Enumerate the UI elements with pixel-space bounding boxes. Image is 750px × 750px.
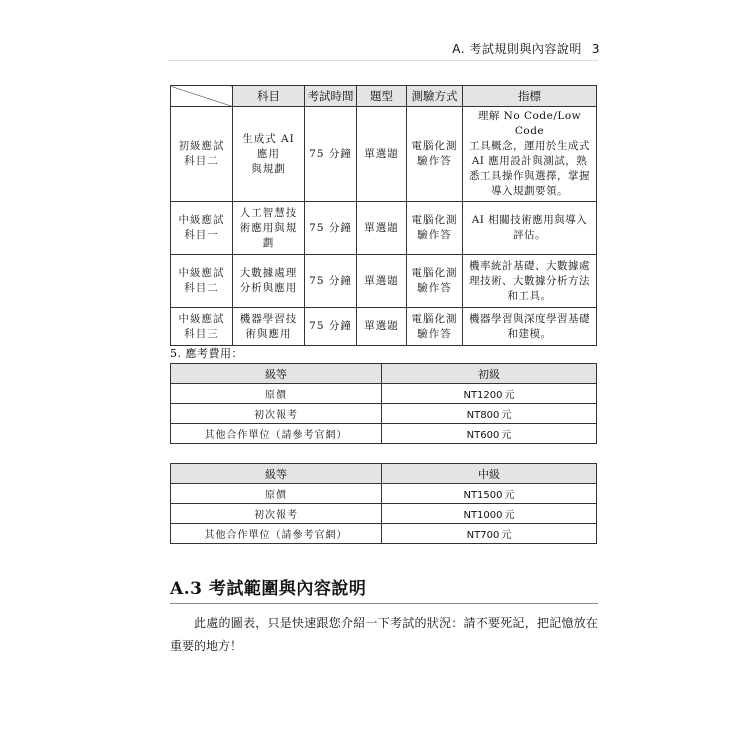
method-cell: 電腦化測 驗作答 bbox=[407, 308, 463, 346]
fee-amount: NT1000 元 bbox=[382, 504, 597, 524]
method-cell: 電腦化測 驗作答 bbox=[407, 202, 463, 255]
level-cell: 初級應試 科目二 bbox=[171, 107, 233, 202]
level-cell: 中級應試 科目二 bbox=[171, 255, 233, 308]
fee-amount: NT700 元 bbox=[382, 524, 597, 544]
fee-label: 初次報考 bbox=[171, 404, 382, 424]
page-number: 3 bbox=[591, 42, 600, 56]
level-cell: 中級應試 科目一 bbox=[171, 202, 233, 255]
type-cell: 單選題 bbox=[357, 107, 407, 202]
section-rule bbox=[170, 603, 598, 604]
fee-amount: NT800 元 bbox=[382, 404, 597, 424]
fee-header-level: 級等 bbox=[171, 464, 382, 484]
fee-amount: NT1500 元 bbox=[382, 484, 597, 504]
time-cell: 75 分鐘 bbox=[305, 202, 357, 255]
running-head bbox=[452, 40, 600, 57]
fee-header-level: 級等 bbox=[171, 364, 382, 384]
exam-table-header-row bbox=[171, 86, 597, 107]
fee-label: 其他合作單位（請參考官網） bbox=[171, 524, 382, 544]
exam-subject-table bbox=[170, 85, 597, 346]
time-cell: 75 分鐘 bbox=[305, 107, 357, 202]
fee-amount: NT1200 元 bbox=[382, 384, 597, 404]
table-row bbox=[171, 308, 597, 346]
table-row bbox=[171, 202, 597, 255]
table-row bbox=[171, 107, 597, 202]
running-title: A. 考試規則與內容說明 bbox=[452, 42, 582, 56]
method-cell: 電腦化測 驗作答 bbox=[407, 107, 463, 202]
fee-label: 初次報考 bbox=[171, 504, 382, 524]
indicator-cell: 機器學習與深度學習基礎 和建模。 bbox=[463, 308, 597, 346]
fee-amount: NT600 元 bbox=[382, 424, 597, 444]
header-question-type: 題型 bbox=[357, 86, 407, 107]
fees-heading: 5. 應考費用： bbox=[170, 347, 243, 360]
subject-cell: 大數據處理 分析與應用 bbox=[233, 255, 305, 308]
fee-label: 原價 bbox=[171, 484, 382, 504]
table-row bbox=[171, 255, 597, 308]
subject-cell: 人工智慧技 術應用與規 劃 bbox=[233, 202, 305, 255]
level-cell: 中級應試 科目三 bbox=[171, 308, 233, 346]
method-cell: 電腦化測 驗作答 bbox=[407, 255, 463, 308]
table-row bbox=[171, 524, 597, 544]
header-indicator: 指標 bbox=[463, 86, 597, 107]
fee-header-grade: 中級 bbox=[382, 464, 597, 484]
table-row bbox=[171, 484, 597, 504]
diagonal-header-cell bbox=[171, 86, 233, 107]
subject-cell: 機器學習技 術與應用 bbox=[233, 308, 305, 346]
indicator-cell: 理解 No Code/Low Code 工具概念，運用於生成式 AI 應用設計與測試，熟 悉工具操作與選擇，掌握 導入規劃要領。 bbox=[463, 107, 597, 202]
fee-label: 原價 bbox=[171, 384, 382, 404]
fee-label: 其他合作單位（請參考官網） bbox=[171, 424, 382, 444]
table-row bbox=[171, 404, 597, 424]
fee-header-row bbox=[171, 364, 597, 384]
fee-header-grade: 初級 bbox=[382, 364, 597, 384]
table-row bbox=[171, 504, 597, 524]
fee-table-intermediate bbox=[170, 463, 597, 544]
type-cell: 單選題 bbox=[357, 202, 407, 255]
subject-cell: 生成式 AI 應用 與規劃 bbox=[233, 107, 305, 202]
header-rule bbox=[168, 60, 598, 61]
section-title: A.3 考試範圍與內容說明 bbox=[170, 579, 367, 599]
indicator-cell: 機率統計基礎、大數據處 理技術、大數據分析方法 和工具。 bbox=[463, 255, 597, 308]
table-row bbox=[171, 384, 597, 404]
body-paragraph: 此處的圖表，只是快速跟您介紹一下考試的狀況：請不要死記，把記憶放在重要的地方！ bbox=[170, 616, 598, 653]
header-subject: 科目 bbox=[233, 86, 305, 107]
time-cell: 75 分鐘 bbox=[305, 255, 357, 308]
indicator-cell: AI 相關技術應用與導入 評估。 bbox=[463, 202, 597, 255]
header-exam-time: 考試時間 bbox=[305, 86, 357, 107]
fee-header-row bbox=[171, 464, 597, 484]
type-cell: 單選題 bbox=[357, 308, 407, 346]
time-cell: 75 分鐘 bbox=[305, 308, 357, 346]
table-row bbox=[171, 424, 597, 444]
header-test-method: 測驗方式 bbox=[407, 86, 463, 107]
type-cell: 單選題 bbox=[357, 255, 407, 308]
fee-table-basic bbox=[170, 363, 597, 444]
